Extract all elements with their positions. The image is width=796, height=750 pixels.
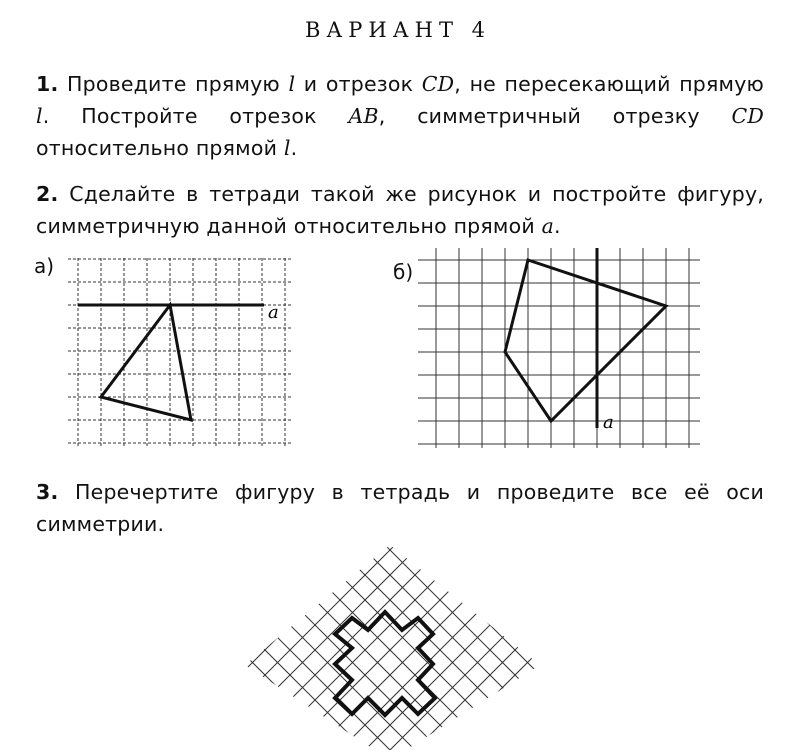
- figure-3-cross-shape: [335, 612, 435, 715]
- task-1-text-12: .: [290, 136, 298, 160]
- task-2-text-0: Сделайте в тетради такой же рисунок и постройте фигуру, симметричную данной относительно прямой: [36, 182, 765, 238]
- figure-b-label: б): [393, 260, 414, 284]
- task-1-line-l-3: l: [283, 136, 291, 160]
- task-1-line-l-2: l: [36, 104, 43, 128]
- task-1-text-4: , не пересекающий прямую: [454, 72, 764, 96]
- task-1-text-10: относительно прямой: [36, 136, 284, 160]
- figure-b-axis-label: a: [603, 412, 614, 433]
- task-3-number: 3.: [36, 480, 59, 504]
- task-1-segment-ab: AB: [348, 104, 379, 128]
- task-2-line-a: a: [541, 214, 555, 238]
- task-1-line-l: l: [288, 72, 296, 96]
- figure-a-axis-label: a: [268, 302, 279, 323]
- task-1-text-8: , симметричный отрезку: [378, 104, 732, 128]
- task-1-number: 1.: [36, 72, 59, 96]
- task-3-text: Перечертите фигуру в тетрадь и проведите все её оси симметрии.: [36, 480, 765, 536]
- task-1-text-6: . Постройте отрезок: [42, 104, 349, 128]
- task-1-text-0: Проведите прямую: [67, 72, 289, 96]
- task-2-text-2: .: [554, 214, 561, 238]
- page-title: ВАРИАНТ 4: [304, 18, 492, 42]
- task-1-segment-cd-2: CD: [731, 104, 764, 128]
- task-2-number: 2.: [36, 182, 59, 206]
- task-1-segment-cd: CD: [421, 72, 455, 96]
- task-1-text-2: и отрезок: [295, 72, 422, 96]
- figure-a-label: а): [34, 254, 55, 278]
